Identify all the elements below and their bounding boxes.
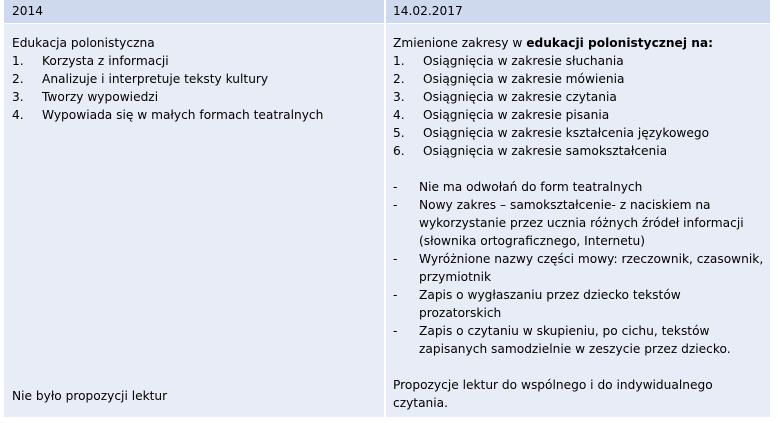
item-number: 4. (393, 108, 405, 122)
bullet-item (393, 322, 764, 358)
list-item (393, 70, 764, 88)
left-content-cell (4, 24, 386, 417)
right-heading-bold: edukacji polonistycznej na: (526, 36, 714, 50)
header-cell-2017: 14.02.2017 (393, 4, 463, 18)
header-cell-2014: 2014 (4, 0, 386, 23)
bullet-text: Zapis o wygłaszaniu przez dziecko tekstów prozatorskich (419, 288, 681, 320)
item-number: 1. (12, 54, 24, 68)
list-item (393, 106, 764, 124)
item-text: Osiągnięcia w zakresie czytania (423, 90, 617, 104)
bullet-dash: - (393, 324, 398, 338)
right-heading (393, 34, 764, 52)
item-number: 2. (12, 72, 24, 86)
header-row (4, 0, 770, 24)
list-item (12, 70, 384, 88)
bullet-text: Wyróżnione nazwy części mowy: rzeczownik, czasownik, przymiotnik (419, 252, 764, 284)
item-text: Osiągnięcia w zakresie pisania (423, 108, 610, 122)
left-numbered-list (12, 52, 384, 124)
left-footer-note: Nie było propozycji lektur (12, 389, 168, 403)
right-content-cell (386, 24, 770, 417)
bullet-item (393, 178, 764, 196)
item-number: 3. (12, 90, 24, 104)
item-number: 4. (12, 108, 24, 122)
bullet-item (393, 196, 764, 250)
left-heading: Edukacja polonistyczna (12, 36, 155, 50)
item-number: 6. (393, 144, 405, 158)
item-text: Wypowiada się w małych formach teatralnych (42, 108, 324, 122)
item-number: 2. (393, 72, 405, 86)
bullet-dash: - (393, 180, 398, 194)
item-text: Osiągnięcia w zakresie słuchania (423, 54, 624, 68)
list-item (12, 106, 384, 124)
item-text: Tworzy wypowiedzi (42, 90, 159, 104)
bullet-text: Zapis o czytaniu w skupieniu, po cichu, tekstów zapisanych samodzielnie w zeszycie przez dziecko. (419, 324, 731, 356)
list-item (393, 88, 764, 106)
right-numbered-list (393, 52, 764, 160)
bullet-item (393, 286, 764, 322)
bullet-dash: - (393, 252, 398, 266)
bullet-dash: - (393, 288, 398, 302)
bullet-text: Nowy zakres – samokształcenie- z naciskiem na wykorzystanie przez ucznia różnych źródeł informacji (słownika ortograficznego, Internetu) (419, 198, 744, 248)
item-number: 5. (393, 126, 405, 140)
list-item (12, 88, 384, 106)
bullet-dash: - (393, 198, 398, 212)
right-footer-note: Propozycje lektur do wspólnego i do indywidualnego czytania. (393, 378, 713, 410)
bullet-text: Nie ma odwołań do form teatralnych (419, 180, 643, 194)
item-text: Osiągnięcia w zakresie samokształcenia (423, 144, 668, 158)
bullet-item (393, 250, 764, 286)
item-text: Osiągnięcia w zakresie mówienia (423, 72, 625, 86)
list-item (393, 52, 764, 70)
item-number: 1. (393, 54, 405, 68)
list-item (12, 52, 384, 70)
item-text: Osiągnięcia w zakresie kształcenia językowego (423, 126, 710, 140)
comparison-table (4, 0, 770, 417)
right-heading-prefix: Zmienione zakresy w (393, 36, 527, 50)
item-number: 3. (393, 90, 405, 104)
item-text: Analizuje i interpretuje teksty kultury (42, 72, 269, 86)
list-item (393, 124, 764, 142)
body-row (4, 24, 770, 417)
item-text: Korzysta z informacji (42, 54, 169, 68)
right-bullet-list (393, 178, 764, 358)
list-item (393, 142, 764, 160)
